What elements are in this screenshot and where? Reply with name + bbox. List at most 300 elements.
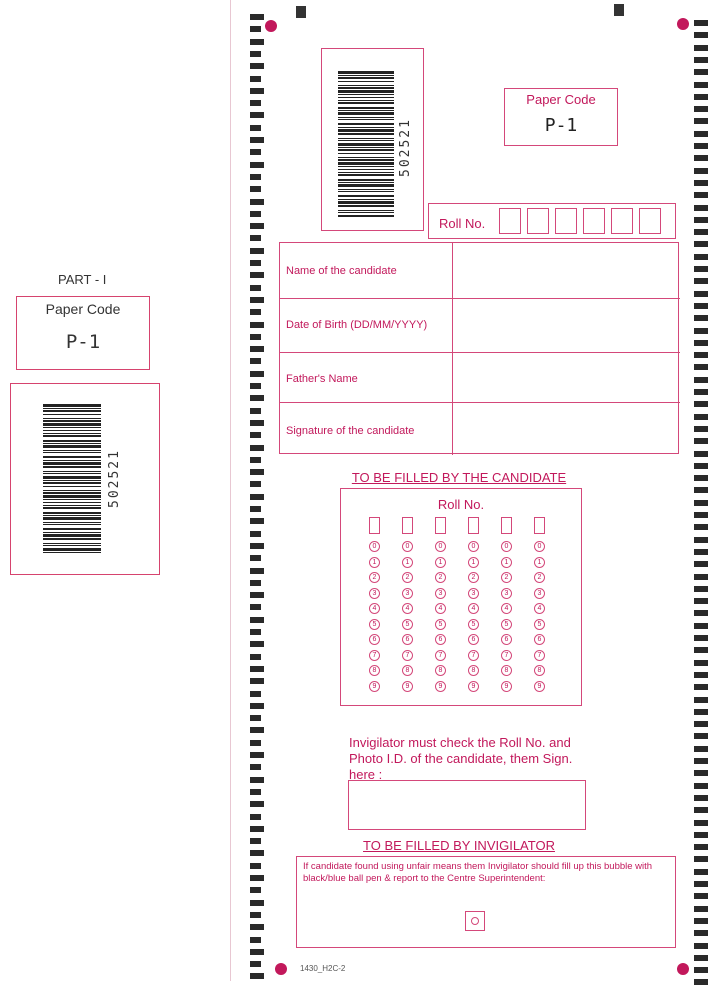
roll-digit-box[interactable] (534, 517, 545, 534)
barcode-bar (338, 102, 394, 104)
barcode-bar (43, 440, 101, 442)
roll-digit-bubble[interactable]: 1 (435, 557, 446, 568)
roll-number-row (428, 203, 676, 239)
timing-mark (694, 930, 708, 936)
timing-mark (250, 949, 264, 955)
stub-barcode-box (10, 383, 160, 575)
roll-digit-bubble[interactable]: 4 (468, 603, 479, 614)
barcode-bar (338, 110, 394, 111)
timing-mark (694, 635, 708, 641)
roll-digit-bubble[interactable]: 0 (402, 541, 413, 552)
roll-number-box[interactable] (583, 208, 605, 234)
roll-digit-bubble[interactable]: 4 (501, 603, 512, 614)
stub-paper-code-box (16, 296, 150, 370)
timing-mark (250, 211, 261, 217)
timing-mark (250, 481, 261, 487)
barcode-bar (43, 460, 101, 461)
roll-digit-bubble[interactable]: 9 (534, 681, 545, 692)
roll-number-box[interactable] (527, 208, 549, 234)
roll-digit-bubble[interactable]: 5 (435, 619, 446, 630)
roll-digit-box[interactable] (501, 517, 512, 534)
column-divider (452, 353, 453, 402)
barcode-bar (43, 482, 101, 484)
timing-mark (694, 660, 708, 666)
roll-digit-bubble[interactable]: 2 (369, 572, 380, 583)
barcode-bar (338, 112, 394, 115)
roll-digit-bubble[interactable]: 8 (468, 665, 479, 676)
barcode-bar (43, 522, 101, 523)
stub-barcode-number: 502521 (107, 449, 122, 508)
roll-digit-bubble[interactable]: 2 (534, 572, 545, 583)
timing-mark (694, 684, 708, 690)
timing-mark (694, 69, 708, 75)
timing-mark (694, 955, 708, 961)
timing-mark (694, 906, 708, 912)
roll-digit-bubble[interactable]: 0 (534, 541, 545, 552)
barcode-bar (43, 548, 101, 551)
roll-digit-bubble[interactable]: 7 (534, 650, 545, 661)
timing-mark (250, 961, 261, 967)
barcode-bar (43, 423, 101, 426)
timing-mark (250, 691, 261, 697)
timing-mark (694, 647, 708, 653)
unfair-means-bubble[interactable] (465, 911, 485, 931)
barcode-bar (43, 492, 101, 494)
barcode-bar (43, 545, 101, 546)
timing-mark (694, 377, 708, 383)
timing-mark (694, 241, 708, 247)
timing-mark (694, 758, 708, 764)
barcode-bar (43, 452, 101, 453)
roll-digit-bubble[interactable]: 1 (501, 557, 512, 568)
paper-code-box (504, 88, 618, 146)
timing-mark (694, 574, 708, 580)
timing-mark (250, 863, 261, 869)
roll-digit-bubble[interactable]: 0 (501, 541, 512, 552)
roll-digit-bubble[interactable]: 5 (369, 619, 380, 630)
barcode-bar (43, 505, 101, 506)
roll-digit-bubble[interactable]: 2 (402, 572, 413, 583)
timing-mark (694, 143, 708, 149)
roll-digit-bubble[interactable]: 4 (369, 603, 380, 614)
roll-digit-bubble[interactable]: 5 (501, 619, 512, 630)
timing-mark (250, 494, 264, 500)
timing-mark (694, 844, 708, 850)
timing-mark (694, 45, 708, 51)
roll-digit-bubble[interactable]: 9 (402, 681, 413, 692)
roll-digit-bubble[interactable]: 2 (435, 572, 446, 583)
timing-mark (250, 703, 264, 709)
timing-mark (250, 457, 261, 463)
timing-mark (250, 408, 261, 414)
roll-number-box[interactable] (499, 208, 521, 234)
timing-mark (694, 106, 708, 112)
roll-digit-bubble[interactable]: 6 (534, 634, 545, 645)
timing-mark (250, 223, 264, 229)
timing-mark (694, 180, 708, 186)
barcode-bar (43, 534, 101, 537)
timing-mark (250, 580, 261, 586)
barcode-bar (338, 117, 394, 118)
timing-mark (250, 826, 264, 832)
timing-mark (694, 155, 708, 161)
roll-digit-bubble[interactable]: 7 (402, 650, 413, 661)
timing-mark (694, 893, 708, 899)
timing-mark (250, 555, 261, 561)
barcode-bar (338, 182, 394, 183)
corner-square-right (614, 4, 624, 16)
roll-digit-bubble[interactable]: 3 (402, 588, 413, 599)
barcode-bar (43, 512, 101, 514)
roll-digit-bubble[interactable]: 1 (402, 557, 413, 568)
barcode-bar (338, 201, 394, 204)
roll-digit-bubble[interactable]: 5 (402, 619, 413, 630)
barcode-bar (43, 445, 101, 448)
roll-digit-bubble[interactable]: 4 (402, 603, 413, 614)
timing-mark (250, 248, 264, 254)
roll-digit-bubble[interactable]: 7 (435, 650, 446, 661)
name-row (280, 243, 680, 299)
roll-digit-box[interactable] (369, 517, 380, 534)
barcode-bar (43, 524, 101, 525)
barcode-bar (43, 450, 101, 451)
roll-digit-bubble[interactable]: 9 (501, 681, 512, 692)
dob-label: Date of Birth (DD/MM/YYYY) (286, 319, 428, 331)
timing-mark (250, 309, 261, 315)
roll-digit-bubble[interactable]: 0 (369, 541, 380, 552)
roll-digit-bubble[interactable]: 3 (534, 588, 545, 599)
barcode-bar (338, 140, 394, 141)
timing-mark (250, 887, 261, 893)
roll-digit-bubble[interactable]: 0 (468, 541, 479, 552)
barcode-bar (43, 515, 101, 516)
barcode-bar (338, 166, 394, 167)
timing-mark (250, 88, 264, 94)
timing-mark (694, 709, 708, 715)
barcode-bar (338, 162, 394, 165)
timing-mark (250, 641, 264, 647)
timing-mark (250, 727, 264, 733)
barcode-bar (338, 129, 394, 132)
timing-mark (694, 438, 708, 444)
invigilator-signature-box[interactable] (348, 780, 586, 830)
roll-digit-bubble[interactable]: 3 (501, 588, 512, 599)
barcode-bar (43, 404, 101, 407)
unfair-means-text: If candidate found using unfair means them Invigilator should fill up this bubble with black/blue ball pen & report to the Centre Superintendent: (303, 861, 653, 884)
barcode-bar (338, 75, 394, 76)
timing-mark (694, 266, 708, 272)
timing-mark (250, 14, 264, 20)
timing-mark (250, 912, 261, 918)
registration-dot-top-left (265, 20, 277, 32)
timing-mark (250, 432, 261, 438)
barcode-bar (43, 502, 101, 503)
roll-digit-bubble[interactable]: 5 (534, 619, 545, 630)
timing-mark (694, 401, 708, 407)
barcode-bar (43, 462, 101, 465)
roll-digit-bubble[interactable]: 9 (435, 681, 446, 692)
barcode-bar (338, 199, 394, 200)
roll-digit-bubble[interactable]: 1 (369, 557, 380, 568)
timing-mark (694, 414, 708, 420)
barcode-bar (338, 85, 394, 86)
timing-mark (250, 973, 264, 979)
timing-mark (694, 537, 708, 543)
timing-mark (250, 100, 261, 106)
timing-mark (250, 937, 261, 943)
timing-mark (250, 39, 264, 45)
timing-mark (250, 358, 261, 364)
barcode-bar (43, 486, 101, 487)
barcode-bar (43, 507, 101, 509)
signature-label: Signature of the candidate (286, 425, 415, 437)
barcode-bar (338, 77, 394, 79)
barcode-bar (43, 480, 101, 481)
timing-mark (694, 229, 708, 235)
roll-digit-bubble[interactable]: 9 (369, 681, 380, 692)
timing-mark (250, 543, 264, 549)
name-label: Name of the candidate (286, 265, 397, 277)
timing-mark (250, 531, 261, 537)
timing-mark (250, 199, 264, 205)
barcode-bar (338, 159, 394, 161)
corner-square-left (296, 6, 306, 18)
timing-mark (250, 666, 264, 672)
barcode-bar (338, 191, 394, 192)
timing-mark (250, 801, 264, 807)
roll-number-box[interactable] (555, 208, 577, 234)
barcode-bar (43, 538, 101, 540)
stub-paper-code-title: Paper Code (45, 301, 121, 317)
timing-mark (694, 881, 708, 887)
roll-digit-bubble[interactable]: 4 (534, 603, 545, 614)
timing-mark (694, 315, 708, 321)
timing-mark (250, 518, 264, 524)
sheet-separator (230, 0, 231, 981)
timing-mark (250, 568, 264, 574)
timing-mark (250, 272, 264, 278)
timing-mark (694, 918, 708, 924)
barcode-bar (43, 420, 101, 422)
timing-mark (694, 463, 708, 469)
barcode-bar (338, 153, 394, 154)
main-barcode (338, 71, 394, 217)
roll-digit-bubble[interactable]: 8 (402, 665, 413, 676)
roll-bubble-grid (340, 488, 582, 706)
registration-dot-top-right (677, 18, 689, 30)
barcode-bar (338, 87, 394, 89)
roll-digit-bubble[interactable]: 9 (468, 681, 479, 692)
barcode-bar (338, 90, 394, 93)
barcode-bar (43, 408, 101, 409)
signature-row (280, 403, 680, 455)
father-row (280, 353, 680, 403)
barcode-bar (43, 418, 101, 419)
timing-mark (250, 346, 264, 352)
roll-digit-box[interactable] (435, 517, 446, 534)
timing-mark (250, 285, 261, 291)
timing-mark (250, 592, 264, 598)
timing-mark (250, 838, 261, 844)
timing-mark (694, 192, 708, 198)
column-divider (452, 403, 453, 455)
timing-mark (694, 131, 708, 137)
father-label: Father's Name (286, 373, 358, 385)
barcode-bar (43, 490, 101, 491)
timing-mark (694, 512, 708, 518)
timing-mark (694, 303, 708, 309)
barcode-bar (338, 123, 394, 125)
roll-digit-bubble[interactable]: 6 (468, 634, 479, 645)
timing-mark (694, 746, 708, 752)
column-divider (452, 299, 453, 352)
barcode-bar (43, 414, 101, 415)
timing-mark (694, 697, 708, 703)
roll-digit-bubble[interactable]: 3 (468, 588, 479, 599)
timing-mark (694, 278, 708, 284)
timing-mark (250, 875, 264, 881)
timing-mark (694, 451, 708, 457)
timing-mark (250, 322, 264, 328)
barcode-bar (338, 157, 394, 158)
timing-mark (694, 475, 708, 481)
timing-mark (694, 807, 708, 813)
roll-digit-bubble[interactable]: 7 (369, 650, 380, 661)
timing-mark (694, 524, 708, 530)
barcode-bar (338, 81, 394, 82)
timing-mark (694, 118, 708, 124)
roll-digit-bubble[interactable]: 6 (402, 634, 413, 645)
roll-digit-box[interactable] (468, 517, 479, 534)
timing-mark (694, 943, 708, 949)
timing-mark (250, 654, 261, 660)
roll-digit-bubble[interactable]: 8 (501, 665, 512, 676)
timing-mark (250, 26, 261, 32)
barcode-bar (338, 100, 394, 101)
barcode-bar (338, 133, 394, 135)
roll-digit-bubble[interactable]: 3 (435, 588, 446, 599)
roll-digit-bubble[interactable]: 6 (501, 634, 512, 645)
roll-digit-bubble[interactable]: 3 (369, 588, 380, 599)
barcode-bar (338, 184, 394, 187)
barcode-bar (338, 71, 394, 74)
timing-mark (250, 445, 264, 451)
barcode-bar (43, 435, 101, 437)
timing-mark (694, 57, 708, 63)
barcode-bar (338, 127, 394, 128)
barcode-bar (338, 215, 394, 217)
timing-mark (694, 94, 708, 100)
timing-mark (250, 764, 261, 770)
roll-digit-bubble[interactable]: 1 (534, 557, 545, 568)
roll-digit-bubble[interactable]: 8 (534, 665, 545, 676)
timing-mark (694, 856, 708, 862)
barcode-bar (338, 212, 394, 213)
timing-mark (694, 389, 708, 395)
barcode-bar (338, 179, 394, 181)
timing-mark (694, 795, 708, 801)
barcode-bar (43, 443, 101, 444)
grid-roll-label: Roll No. (437, 497, 485, 512)
barcode-bar (43, 552, 101, 553)
barcode-bar (338, 143, 394, 146)
roll-number-box[interactable] (639, 208, 661, 234)
timing-mark (694, 586, 708, 592)
timing-mark (694, 623, 708, 629)
form-code: 1430_H2C-2 (300, 964, 346, 973)
barcode-bar (43, 466, 101, 468)
roll-digit-bubble[interactable]: 2 (468, 572, 479, 583)
barcode-bar (338, 149, 394, 151)
barcode-bar (338, 195, 394, 197)
barcode-bar (338, 174, 394, 176)
barcode-bar (43, 499, 101, 500)
timing-mark (250, 63, 264, 69)
roll-digit-bubble[interactable]: 6 (369, 634, 380, 645)
registration-dot-bottom-right (677, 963, 689, 975)
roll-number-box[interactable] (611, 208, 633, 234)
timing-mark (694, 610, 708, 616)
roll-digit-bubble[interactable]: 1 (468, 557, 479, 568)
roll-digit-bubble[interactable]: 8 (369, 665, 380, 676)
paper-code-value: P-1 (544, 115, 578, 136)
candidate-details-table (279, 242, 679, 454)
roll-digit-bubble[interactable]: 4 (435, 603, 446, 614)
barcode-bar (43, 433, 101, 434)
roll-digit-bubble[interactable]: 7 (501, 650, 512, 661)
dob-row (280, 299, 680, 353)
roll-digit-bubble[interactable]: 2 (501, 572, 512, 583)
column-divider (452, 243, 453, 298)
timing-mark (250, 752, 264, 758)
roll-digit-bubble[interactable]: 5 (468, 619, 479, 630)
timing-mark (694, 561, 708, 567)
timing-mark (250, 924, 264, 930)
timing-mark (250, 162, 264, 168)
roll-digit-bubble[interactable]: 8 (435, 665, 446, 676)
timing-mark (694, 168, 708, 174)
timing-mark (250, 506, 261, 512)
part-label: PART - I (58, 272, 107, 287)
timing-mark (694, 291, 708, 297)
timing-mark (250, 371, 264, 377)
unfair-means-box (296, 856, 676, 948)
barcode-bar (338, 189, 394, 190)
roll-digit-bubble[interactable]: 0 (435, 541, 446, 552)
barcode-bar (338, 97, 394, 98)
barcode-bar (43, 427, 101, 428)
barcode-bar (43, 430, 101, 431)
timing-mark (250, 395, 264, 401)
timing-mark (694, 487, 708, 493)
barcode-bar (43, 543, 101, 544)
timing-mark (250, 137, 264, 143)
timing-mark (694, 364, 708, 370)
barcode-bar (338, 210, 394, 211)
roll-digit-bubble[interactable]: 6 (435, 634, 446, 645)
timing-mark (250, 383, 261, 389)
timing-mark (250, 149, 261, 155)
roll-digit-bubble[interactable]: 7 (468, 650, 479, 661)
timing-mark (694, 979, 708, 985)
barcode-bar (338, 169, 394, 170)
timing-mark (250, 125, 261, 131)
barcode-bar (43, 410, 101, 412)
roll-digit-box[interactable] (402, 517, 413, 534)
timing-mark (694, 20, 708, 26)
timing-mark (250, 900, 264, 906)
timing-mark (250, 740, 261, 746)
